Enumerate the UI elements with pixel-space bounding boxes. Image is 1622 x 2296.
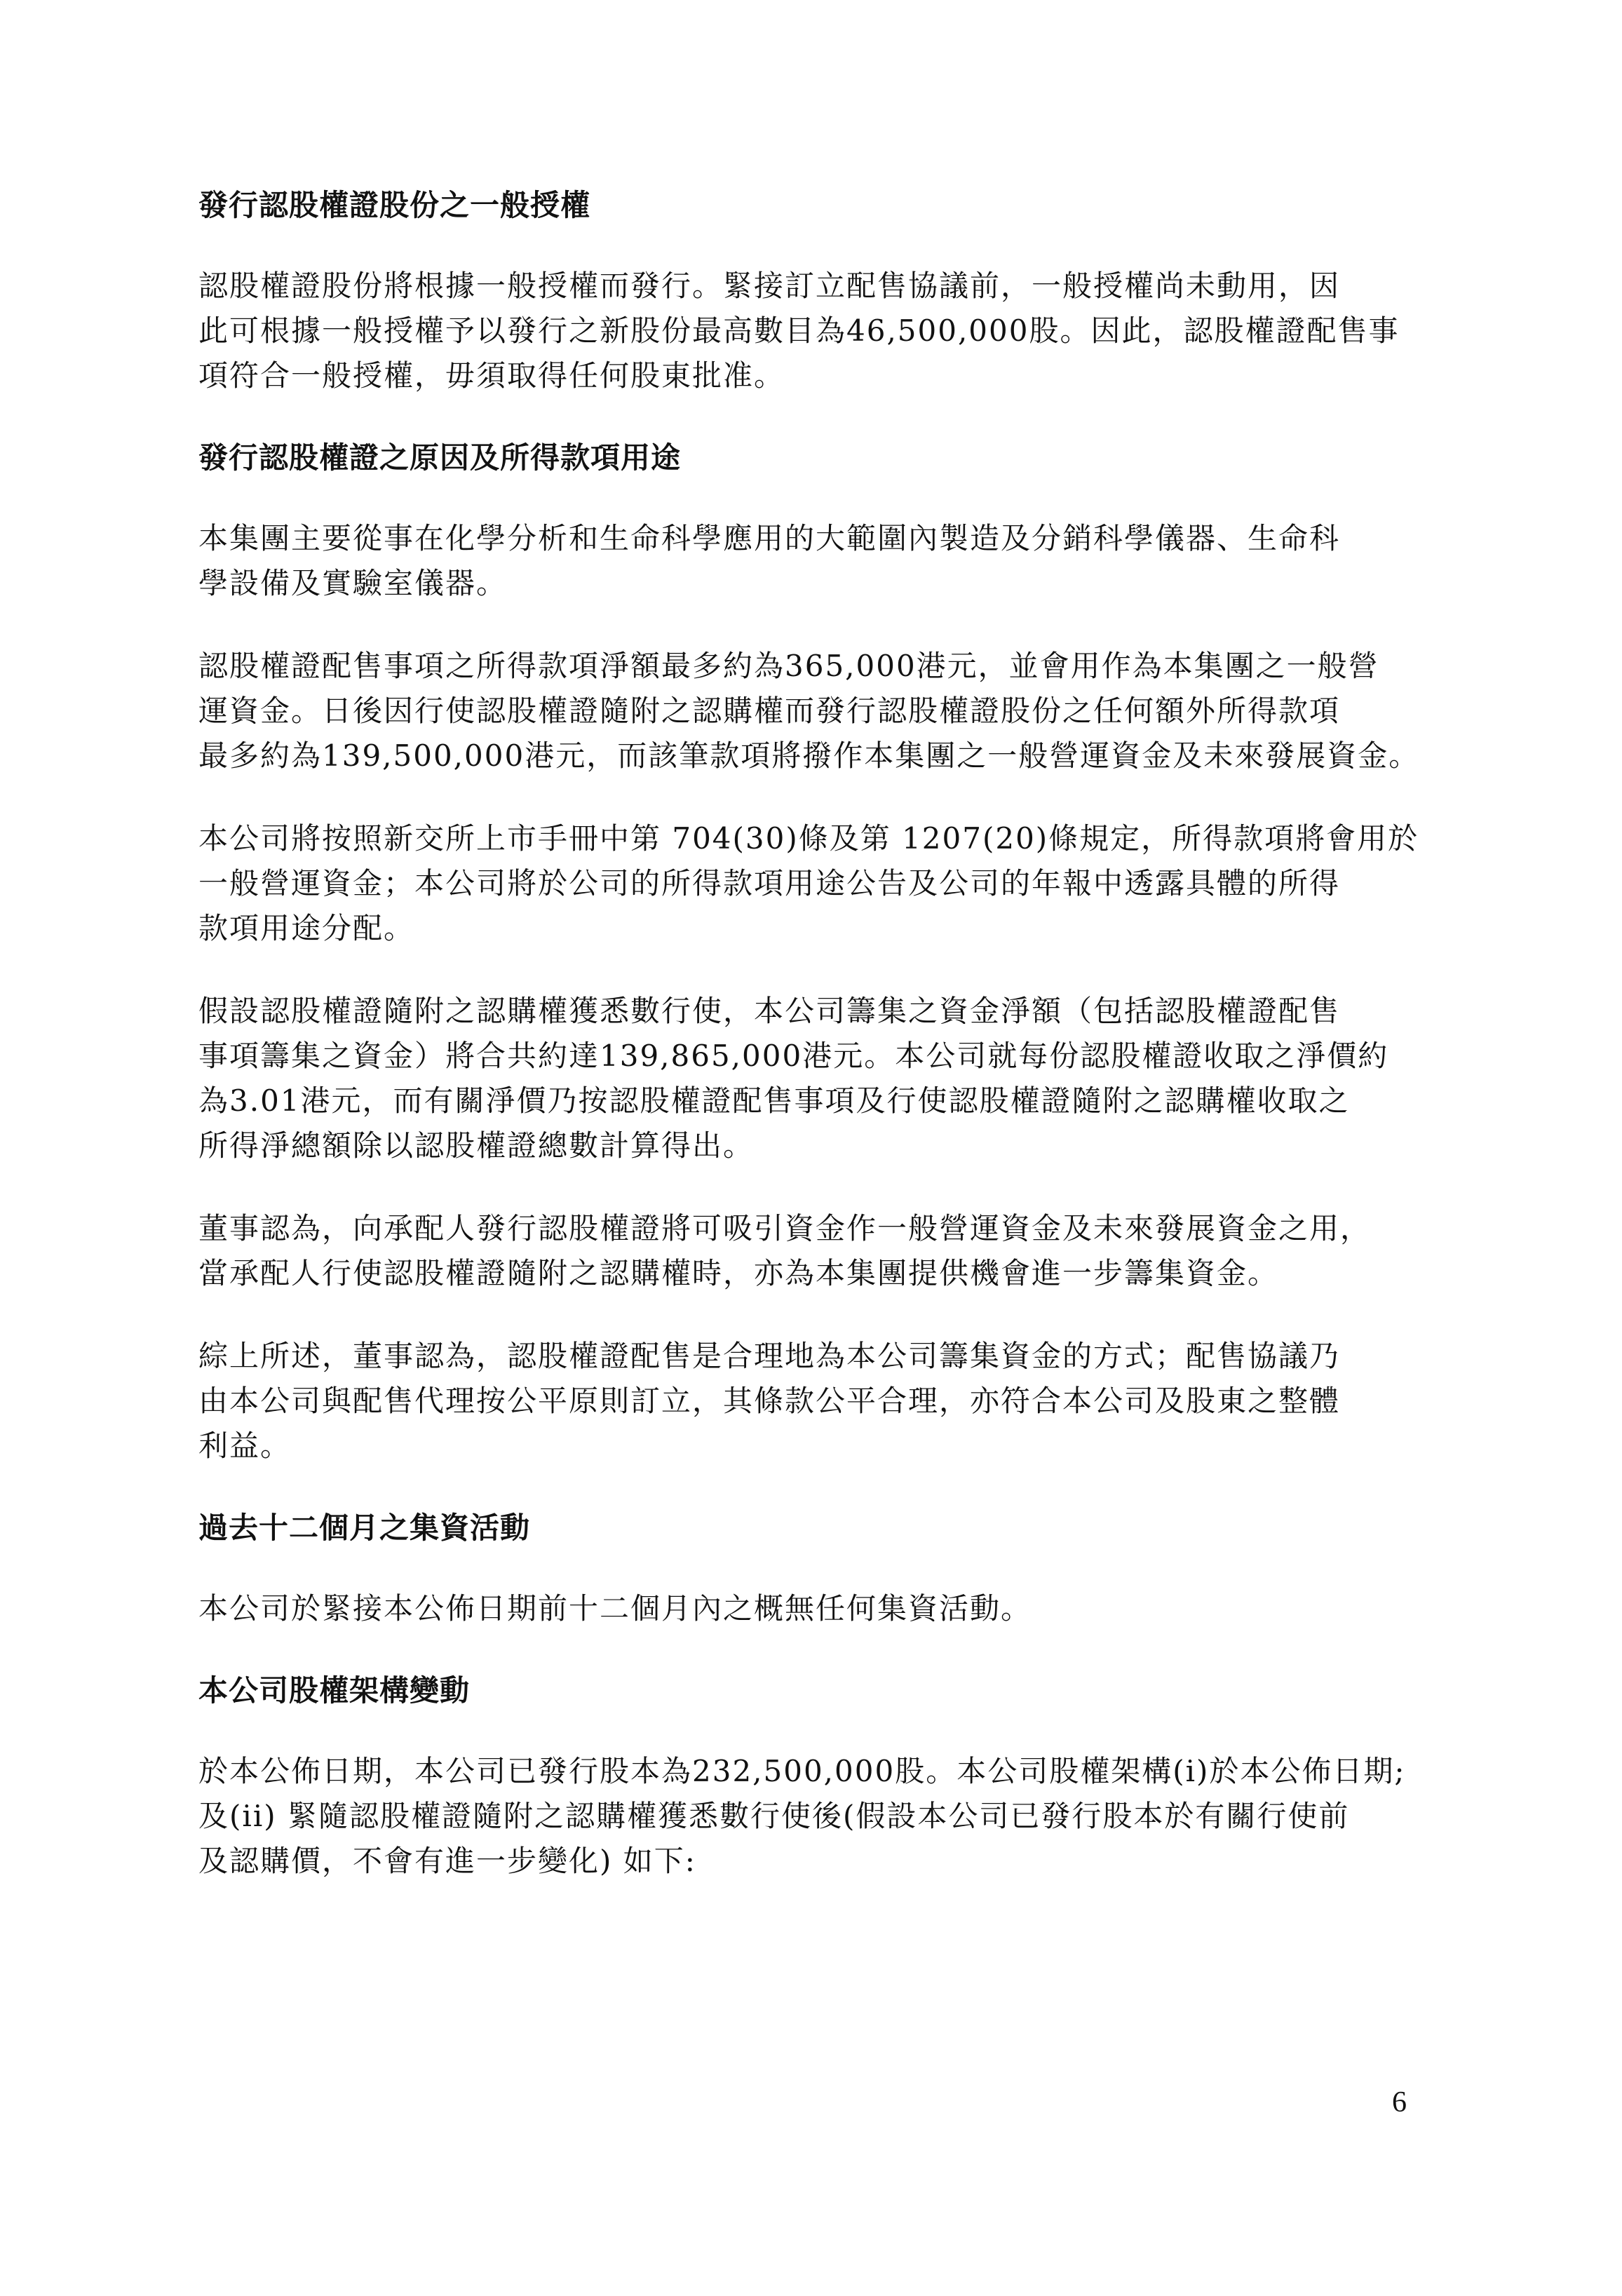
text-line: 利益。	[198, 1429, 292, 1463]
text-line: 學設備及實驗室儀器。	[198, 566, 508, 600]
text-line: 董事認為，向承配人發行認股權證將可吸引資金作一般營運資金及未來發展資金之用，	[198, 1211, 1372, 1245]
text-line: 本公司於緊接本公佈日期前十二個月內之概無任何集資活動。	[198, 1591, 1032, 1626]
section-heading-reasons-use-of-proceeds: 發行認股權證之原因及所得款項用途	[198, 440, 682, 475]
document-body	[198, 184, 1429, 1922]
text-line: 本公司將按照新交所上市手冊中第 704(30)條及第 1207(20)條規定，所得款項將會用於	[198, 821, 1419, 856]
section-heading-general-mandate: 發行認股權證股份之一般授權	[198, 188, 591, 222]
text-line: 由本公司與配售代理按公平原則訂立，其條款公平合理，亦符合本公司及股東之整體	[198, 1384, 1341, 1418]
text-line: 假設認股權證隨附之認購權獲悉數行使，本公司籌集之資金淨額（包括認股權證配售	[198, 994, 1341, 1028]
text-line: 此可根據一般授權予以發行之新股份最高數目為46,500,000股。因此，認股權證配售事	[198, 313, 1400, 348]
section-heading-fund-raising: 過去十二個月之集資活動	[198, 1511, 531, 1545]
text-line: 及(ii) 緊隨認股權證隨附之認購權獲悉數行使後(假設本公司已發行股本於有關行使前	[198, 1799, 1350, 1833]
paragraph-net-proceeds	[198, 644, 1429, 778]
page-number: 6	[1392, 2086, 1407, 2119]
paragraph-no-fund-raising	[198, 1586, 1429, 1631]
paragraph-conclusion	[198, 1334, 1429, 1468]
paragraph-sgx-rules	[198, 816, 1429, 951]
text-line: 一般營運資金；本公司將於公司的所得款項用途公告及公司的年報中透露具體的所得	[198, 866, 1341, 900]
text-line: 綜上所述，董事認為，認股權證配售是合理地為本公司籌集資金的方式；配售協議乃	[198, 1339, 1341, 1373]
paragraph-general-mandate	[198, 264, 1429, 398]
paragraph-directors-view	[198, 1206, 1429, 1296]
text-line: 當承配人行使認股權證隨附之認購權時，亦為本集團提供機會進一步籌集資金。	[198, 1256, 1279, 1290]
text-line: 最多約為139,500,000港元，而該筆款項將撥作本集團之一般營運資金及未來發展資金。	[198, 738, 1420, 773]
text-line: 運資金。日後因行使認股權證隨附之認購權而發行認股權證股份之任何額外所得款項	[198, 694, 1341, 728]
text-line: 認股權證股份將根據一般授權而發行。緊接訂立配售協議前，一般授權尚未動用，因	[198, 269, 1341, 303]
text-line: 認股權證配售事項之所得款項淨額最多約為365,000港元，並會用作為本集團之一般營	[198, 649, 1379, 683]
section-heading-shareholding-changes: 本公司股權架構變動	[198, 1673, 471, 1708]
paragraph-full-exercise	[198, 989, 1429, 1168]
text-line: 於本公佈日期，本公司已發行股本為232,500,000股。本公司股權架構(i)於本公佈日期;	[198, 1754, 1406, 1788]
paragraph-group-business	[198, 516, 1429, 606]
text-line: 項符合一般授權，毋須取得任何股東批准。	[198, 358, 785, 393]
text-line: 款項用途分配。	[198, 911, 415, 945]
text-line: 本集團主要從事在化學分析和生命科學應用的大範圍內製造及分銷科學儀器、生命科	[198, 521, 1341, 555]
text-line: 及認購價，不會有進一步變化) 如下:	[198, 1844, 696, 1878]
text-line: 為3.01港元，而有關淨價乃按認股權證配售事項及行使認股權證隨附之認購權收取之	[198, 1083, 1350, 1118]
text-line: 所得淨總額除以認股權證總數計算得出。	[198, 1128, 755, 1163]
text-line: 事項籌集之資金）將合共約達139,865,000港元。本公司就每份認股權證收取之淨價約	[198, 1039, 1389, 1073]
paragraph-shareholding-structure	[198, 1749, 1429, 1884]
